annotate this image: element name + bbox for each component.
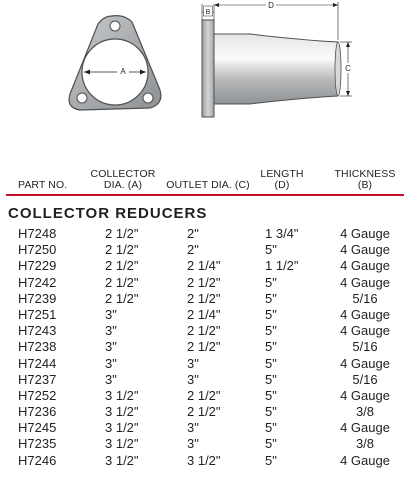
part-number-cell: H7229 [18, 258, 57, 274]
dimension-c-arrow-top [346, 42, 350, 47]
side-flange-plate [202, 20, 214, 117]
thickness-cell: 5/16 [352, 290, 378, 306]
collector-dia-cell: 3" [105, 371, 117, 387]
part-number-cell: H7239 [18, 290, 57, 306]
reducer-tube [214, 34, 338, 104]
outlet-dia-cell: 3 1/2" [187, 452, 221, 468]
dimension-a-label: A [120, 67, 126, 76]
thickness-cell: 3/8 [355, 436, 375, 452]
part-number-cell: H7243 [18, 323, 57, 339]
collector-dia-cell: 3 1/2" [105, 404, 139, 420]
outlet-dia-cell: 2" [187, 242, 199, 258]
thickness-cell: 4 Gauge [340, 387, 390, 403]
header-collector-line1: COLLECTOR [90, 168, 156, 180]
outlet-end [335, 42, 341, 96]
length-cell: 1 1/2" [265, 258, 299, 274]
outlet-dia-cell: 2 1/2" [187, 323, 221, 339]
header-thickness-line2: (B) [357, 179, 373, 191]
outlet-dia-cell: 2 1/2" [187, 290, 221, 306]
table-row [0, 436, 407, 452]
part-number-cell: H7237 [18, 371, 57, 387]
part-number-cell: H7246 [18, 452, 57, 468]
header-collector-dia [88, 169, 158, 191]
part-number-cell: H7245 [18, 420, 57, 436]
collector-dia-cell: 2 1/2" [105, 290, 139, 306]
outlet-dia-cell: 2 1/2" [187, 404, 221, 420]
table-row [0, 404, 407, 420]
thickness-cell: 4 Gauge [340, 323, 390, 339]
table-row [0, 339, 407, 355]
table-row [0, 291, 407, 307]
outlet-dia-cell: 2 1/4" [187, 258, 221, 274]
table-row [0, 258, 407, 274]
length-cell: 5" [265, 323, 277, 339]
outlet-dia-cell: 2" [187, 226, 199, 241]
reducer-side-view [202, 0, 353, 117]
dimension-d-arrow-right [333, 3, 338, 7]
thickness-cell: 4 Gauge [340, 420, 390, 436]
thickness-cell: 4 Gauge [340, 274, 390, 290]
thickness-cell: 4 Gauge [340, 355, 390, 371]
collector-dia-cell: 3" [105, 355, 117, 371]
collector-dia-cell: 2 1/2" [105, 226, 139, 241]
dimension-c-arrow-bottom [346, 91, 350, 96]
thickness-cell: 4 Gauge [340, 258, 390, 274]
collector-dia-cell: 2 1/2" [105, 258, 139, 274]
collector-dia-cell: 3" [105, 339, 117, 355]
header-outlet-dia: OUTLET DIA. (C) [166, 179, 250, 191]
length-cell: 5" [265, 290, 277, 306]
table-row [0, 275, 407, 291]
thickness-cell: 4 Gauge [340, 306, 390, 322]
dimension-d-label: D [268, 1, 274, 10]
outlet-dia-cell: 3" [187, 436, 199, 452]
table-row [0, 453, 407, 469]
bolt-hole-left [77, 93, 87, 103]
outlet-dia-cell: 3" [187, 371, 199, 387]
table-row [0, 420, 407, 436]
header-part-no: PART NO. [18, 179, 68, 191]
header-thickness [327, 169, 403, 191]
length-cell: 5" [265, 274, 277, 290]
length-cell: 5" [265, 420, 277, 436]
table-row [0, 242, 407, 258]
dimension-d-arrow-left [214, 3, 219, 7]
length-cell: 5" [265, 404, 277, 420]
dimension-c-label: C [345, 64, 351, 73]
outlet-dia-cell: 3" [187, 355, 199, 371]
header-collector-line2: DIA. (A) [103, 179, 143, 191]
table-row [0, 356, 407, 372]
header-length-line1: LENGTH [260, 168, 304, 180]
collector-dia-cell: 3 1/2" [105, 452, 139, 468]
header-divider [6, 194, 404, 196]
part-number-cell: H7250 [18, 242, 57, 258]
parts-table-body [0, 226, 407, 469]
length-cell: 1 3/4" [265, 226, 299, 241]
length-cell: 5" [265, 452, 277, 468]
table-row [0, 323, 407, 339]
part-number-cell: H7236 [18, 404, 57, 420]
bolt-hole-right [143, 93, 153, 103]
collector-dia-cell: 3 1/2" [105, 436, 139, 452]
reducer-diagram [0, 0, 407, 160]
table-row [0, 372, 407, 388]
length-cell: 5" [265, 242, 277, 258]
collector-dia-cell: 3" [105, 306, 117, 322]
flange-front-view [69, 16, 161, 110]
part-number-cell: H7238 [18, 339, 57, 355]
collector-dia-cell: 3" [105, 323, 117, 339]
thickness-cell: 4 Gauge [340, 242, 390, 258]
table-row [0, 307, 407, 323]
dimension-b-label: B [205, 9, 211, 16]
part-number-cell: H7248 [18, 226, 57, 241]
part-number-cell: H7244 [18, 355, 57, 371]
thickness-cell: 5/16 [352, 339, 378, 355]
section-title: COLLECTOR REDUCERS [8, 205, 208, 222]
collector-dia-cell: 2 1/2" [105, 242, 139, 258]
outlet-dia-cell: 2 1/2" [187, 274, 221, 290]
length-cell: 5" [265, 339, 277, 355]
collector-dia-cell: 3 1/2" [105, 420, 139, 436]
part-number-cell: H7242 [18, 274, 57, 290]
part-number-cell: H7251 [18, 306, 57, 322]
part-number-cell: H7252 [18, 387, 57, 403]
collector-dia-cell: 2 1/2" [105, 274, 139, 290]
outlet-dia-cell: 2 1/2" [187, 387, 221, 403]
header-length [252, 169, 312, 191]
length-cell: 5" [265, 355, 277, 371]
thickness-cell: 3/8 [355, 404, 375, 420]
header-length-line2: (D) [274, 179, 290, 191]
length-cell: 5" [265, 371, 277, 387]
outlet-dia-cell: 3" [187, 420, 199, 436]
length-cell: 5" [265, 306, 277, 322]
length-cell: 5" [265, 436, 277, 452]
part-number-cell: H7235 [18, 436, 57, 452]
outlet-dia-cell: 2 1/4" [187, 306, 221, 322]
outlet-dia-cell: 2 1/2" [187, 339, 221, 355]
thickness-cell: 4 Gauge [340, 226, 390, 241]
length-cell: 5" [265, 387, 277, 403]
bolt-hole-top [110, 21, 120, 31]
thickness-cell: 4 Gauge [340, 452, 390, 468]
header-thickness-line1: THICKNESS [334, 168, 396, 180]
table-row [0, 388, 407, 404]
thickness-cell: 5/16 [352, 371, 378, 387]
collector-dia-cell: 3 1/2" [105, 387, 139, 403]
table-row [0, 226, 407, 242]
